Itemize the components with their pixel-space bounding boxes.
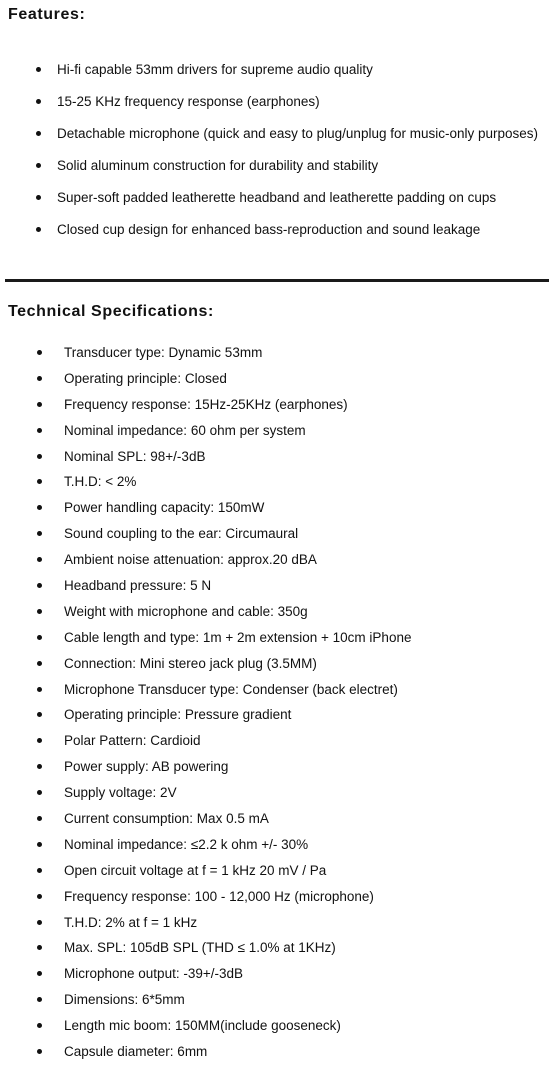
bullet-icon <box>37 454 42 459</box>
bullet-icon <box>37 816 42 821</box>
spec-item <box>64 939 411 965</box>
feature-item <box>57 61 538 93</box>
spec-item <box>64 525 411 551</box>
spec-text: Nominal impedance: 60 ohm per system <box>64 422 306 438</box>
spec-text: Headband pressure: 5 N <box>64 578 212 594</box>
feature-item <box>57 189 538 221</box>
bullet-icon <box>37 997 42 1002</box>
bullet-icon <box>36 131 41 136</box>
spec-item <box>64 655 411 681</box>
bullet-icon <box>37 609 42 614</box>
spec-text: Microphone output: -39+/-3dB <box>64 966 243 982</box>
bullet-icon <box>36 67 41 72</box>
spec-text: Open circuit voltage at f = 1 kHz 20 mV / Pa <box>64 862 327 878</box>
spec-item <box>64 836 411 862</box>
spec-item <box>64 706 411 732</box>
spec-item <box>64 499 411 525</box>
features-list <box>57 61 538 253</box>
spec-text: Supply voltage: 2V <box>64 785 177 801</box>
bullet-icon <box>37 635 42 640</box>
feature-item <box>57 221 538 253</box>
spec-text: Cable length and type: 1m + 2m extension + 10cm iPhone <box>64 629 412 645</box>
spec-item <box>64 629 411 655</box>
bullet-icon <box>37 376 42 381</box>
feature-item <box>57 157 538 189</box>
bullet-icon <box>37 1049 42 1054</box>
bullet-icon <box>36 99 41 104</box>
spec-item <box>64 551 411 577</box>
spec-text: Frequency response: 100 - 12,000 Hz (microphone) <box>64 888 374 904</box>
spec-item <box>64 681 411 707</box>
feature-text: Hi-fi capable 53mm drivers for supreme audio quality <box>57 62 373 77</box>
spec-item <box>64 422 411 448</box>
spec-item <box>64 991 411 1017</box>
spec-item <box>64 784 411 810</box>
spec-item <box>64 577 411 603</box>
spec-item <box>64 1043 411 1069</box>
bullet-icon <box>37 583 42 588</box>
feature-text: 15-25 KHz frequency response (earphones) <box>57 94 320 109</box>
spec-item <box>64 473 411 499</box>
feature-text: Detachable microphone (quick and easy to plug/unplug for music-only purposes) <box>57 126 539 141</box>
spec-text: Sound coupling to the ear: Circumaural <box>64 526 299 542</box>
bullet-icon <box>37 842 42 847</box>
bullet-icon <box>37 1023 42 1028</box>
feature-text: Closed cup design for enhanced bass-reproduction and sound leakage <box>57 222 481 237</box>
spec-text: Length mic boom: 150MM(include gooseneck) <box>64 1018 341 1034</box>
bullet-icon <box>37 868 42 873</box>
spec-text: Connection: Mini stereo jack plug (3.5MM) <box>64 655 317 671</box>
spec-text: Power supply: AB powering <box>64 759 229 775</box>
spec-text: Frequency response: 15Hz-25KHz (earphones) <box>64 396 348 412</box>
spec-text: Capsule diameter: 6mm <box>64 1044 208 1060</box>
bullet-icon <box>37 764 42 769</box>
bullet-icon <box>37 402 42 407</box>
bullet-icon <box>36 195 41 200</box>
spec-item <box>64 888 411 914</box>
spec-text: Nominal SPL: 98+/-3dB <box>64 448 206 464</box>
spec-text: Polar Pattern: Cardioid <box>64 733 201 749</box>
spec-text: Transducer type: Dynamic 53mm <box>64 345 263 360</box>
spec-item <box>64 1017 411 1043</box>
spec-item <box>64 732 411 758</box>
spec-text: Nominal impedance: ≤2.2 k ohm +/- 30% <box>64 836 309 852</box>
spec-item <box>64 862 411 888</box>
spec-text: Operating principle: Pressure gradient <box>64 707 292 723</box>
spec-text: Ambient noise attenuation: approx.20 dBA <box>64 552 317 568</box>
bullet-icon <box>37 894 42 899</box>
spec-text: Microphone Transducer type: Condenser (back electret) <box>64 681 398 697</box>
features-heading: Features: <box>8 6 86 23</box>
bullet-icon <box>37 531 42 536</box>
bullet-icon <box>37 557 42 562</box>
bullet-icon <box>37 971 42 976</box>
spec-item <box>64 810 411 836</box>
feature-text: Super-soft padded leatherette headband and leatherette padding on cups <box>57 190 497 205</box>
feature-item <box>57 93 538 125</box>
spec-item <box>64 396 411 422</box>
bullet-icon <box>37 479 42 484</box>
bullet-icon <box>36 227 41 232</box>
spec-item <box>64 603 411 629</box>
spec-item <box>64 344 411 370</box>
bullet-icon <box>37 920 42 925</box>
bullet-icon <box>37 661 42 666</box>
bullet-icon <box>37 790 42 795</box>
bullet-icon <box>37 687 42 692</box>
spec-item <box>64 370 411 396</box>
spec-item <box>64 914 411 940</box>
spec-item <box>64 965 411 991</box>
spec-item <box>64 758 411 784</box>
spec-text: Current consumption: Max 0.5 mA <box>64 811 269 827</box>
bullet-icon <box>37 738 42 743</box>
feature-item <box>57 125 538 157</box>
bullet-icon <box>37 350 42 355</box>
spec-item <box>64 448 411 474</box>
spec-text: T.H.D: < 2% <box>64 474 137 490</box>
spec-text: T.H.D: 2% at f = 1 kHz <box>64 914 198 930</box>
bullet-icon <box>37 505 42 510</box>
spec-text: Operating principle: Closed <box>64 370 227 386</box>
spec-text: Power handling capacity: 150mW <box>64 500 265 516</box>
bullet-icon <box>36 163 41 168</box>
spec-text: Max. SPL: 105dB SPL (THD ≤ 1.0% at 1KHz) <box>64 940 336 956</box>
bullet-icon <box>37 428 42 433</box>
bullet-icon <box>37 712 42 717</box>
specs-heading: Technical Specifications: <box>8 303 214 320</box>
feature-text: Solid aluminum construction for durability and stability <box>57 158 379 173</box>
spec-text: Dimensions: 6*5mm <box>64 992 185 1008</box>
specs-list <box>64 344 411 1069</box>
spec-text: Weight with microphone and cable: 350g <box>64 603 308 619</box>
section-divider <box>5 279 549 282</box>
bullet-icon <box>37 945 42 950</box>
